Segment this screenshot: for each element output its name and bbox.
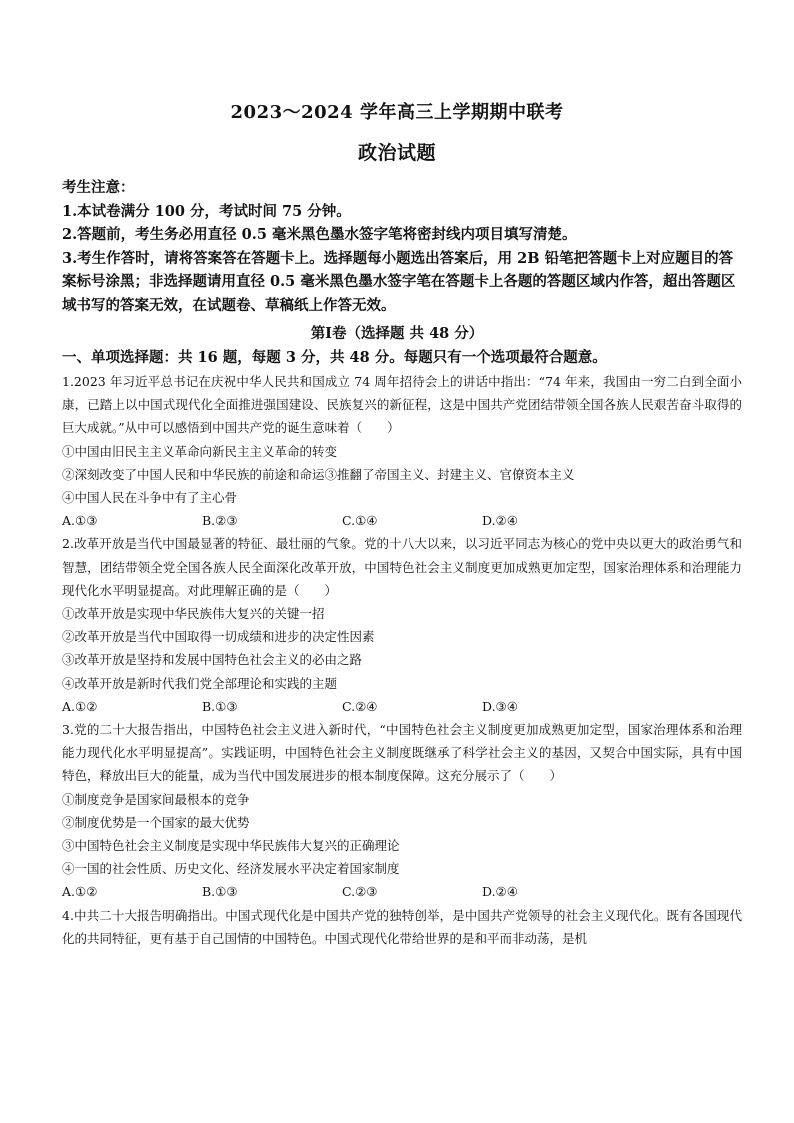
exam-title: 2023～2024 学年高三上学期期中联考 <box>230 102 564 123</box>
statement: ④一国的社会性质、历史文化、经济发展水平决定着国家制度 <box>62 861 400 877</box>
question-stem: 4.中共二十大报告明确指出。中国式现代化是中国共产党的独特创举，是中国共产党领导的社会主义现代化。既有各国现代化的共同特征，更有基于自己国情的中国特色。中国式现代化带给世界的是和平而非动荡，是机 <box>62 907 742 946</box>
option-b: B.①③ <box>202 698 238 714</box>
exam-subject: 政治试题 <box>357 142 436 164</box>
statement: ①中国由旧民主主义革命向新民主主义革命的转变 <box>62 443 338 459</box>
option-c: C.①④ <box>342 513 378 529</box>
question-stem: 1.2023 年习近平总书记在庆祝中华人民共和国成立 74 周年招待会上的讲话中指出：“74 年来，我国由一穷二白到全面小康，已踏上以中国式现代化全面推进强国建设、民族复兴的新征程，这是中国共产党团结带领全国各族人民艰苦奋斗取得的巨大成就。”从中可以感悟到中国共产党的诞生意味着（ ） <box>62 374 742 436</box>
option-c: C.②④ <box>342 698 378 714</box>
statement: ②改革开放是当代中国取得一切成绩和进步的决定性因素 <box>62 629 375 645</box>
question-2 <box>62 532 742 718</box>
notice-item: 2.答题前，考生务必用直径 0.5 毫米黑色墨水签字笔将密封线内项目填写清楚。 <box>62 226 577 243</box>
question-list <box>62 370 742 950</box>
question-1 <box>62 370 742 532</box>
question-stem: 2.改革开放是当代中国最显著的特征、最壮丽的气象。党的十八大以来，以习近平同志为核心的党中央以更大的政治勇气和智慧，团结带领全党全国各族人民全面深化改革开放，中国特色社会主义制度更加成熟更加定型，国家治理体系和治理能力现代化水平明显提高。对此理解正确的是（ ） <box>62 536 742 598</box>
notice-item: 1.本试卷满分 100 分，考试时间 75 分钟。 <box>62 202 351 220</box>
answer-options <box>62 695 742 718</box>
statement: ①改革开放是实现中华民族伟大复兴的关键一招 <box>62 606 325 622</box>
question-stem: 3.党的二十大报告指出，中国特色社会主义进入新时代，“中国特色社会主义制度更加成熟更加定型，国家治理体系和治理能力现代化水平明显提高”。实践证明，中国特色社会主义制度既继承了科学社会主义的基因，又契合中国实际，具有中国特色，释放出巨大的能量，成为当代中国发展进步的根本制度保障。这充分展示了（ ） <box>62 722 742 784</box>
statement: ③中国特色社会主义制度是实现中华民族伟大复兴的正确理论 <box>62 838 400 854</box>
statement: ②制度优势是一个国家的最大优势 <box>62 814 250 830</box>
option-a: A.①③ <box>62 513 98 529</box>
statement: ④改革开放是新时代我们党全部理论和实践的主题 <box>62 675 338 691</box>
statement: ③改革开放是坚持和发展中国特色社会主义的必由之路 <box>62 652 363 668</box>
option-b: B.①③ <box>202 884 238 900</box>
option-d: D.③④ <box>482 698 518 714</box>
option-a: A.①② <box>62 698 98 714</box>
option-d: D.②④ <box>482 884 518 900</box>
answer-options <box>62 880 742 903</box>
section-instruction: 一、单项选择题：共 16 题，每题 3 分，共 48 分。每题只有一个选项最符合题意。 <box>62 349 607 366</box>
option-a: A.①② <box>62 884 98 900</box>
option-b: B.②③ <box>202 513 238 529</box>
option-d: D.②④ <box>482 513 518 529</box>
section-heading: 第Ⅰ卷（选择题 共 48 分） <box>310 325 484 342</box>
question-4 <box>62 904 742 950</box>
notice-item: 3.考生作答时，请将答案答在答题卡上。选择题每小题选出答案后，用 2B 铅笔把答题卡上对应题目的答案标号涂黑；非选择题请用直径 0.5 毫米黑色墨水签字笔在答题卡上各题的答题区域内作答，超出答题区域书写的答案无效，在试题卷、草稿纸上作答无效。 <box>62 249 736 314</box>
answer-options <box>62 509 742 532</box>
statement: ④中国人民在斗争中有了主心骨 <box>62 490 238 506</box>
option-c: C.②③ <box>342 884 378 900</box>
question-3 <box>62 718 742 904</box>
statement: ②深刻改变了中国人民和中华民族的前途和命运③推翻了帝国主义、封建主义、官僚资本主义 <box>62 466 575 482</box>
candidate-notice <box>62 176 742 317</box>
statement: ①制度竞争是国家间最根本的竞争 <box>62 791 250 807</box>
notice-heading: 考生注意： <box>62 179 135 196</box>
